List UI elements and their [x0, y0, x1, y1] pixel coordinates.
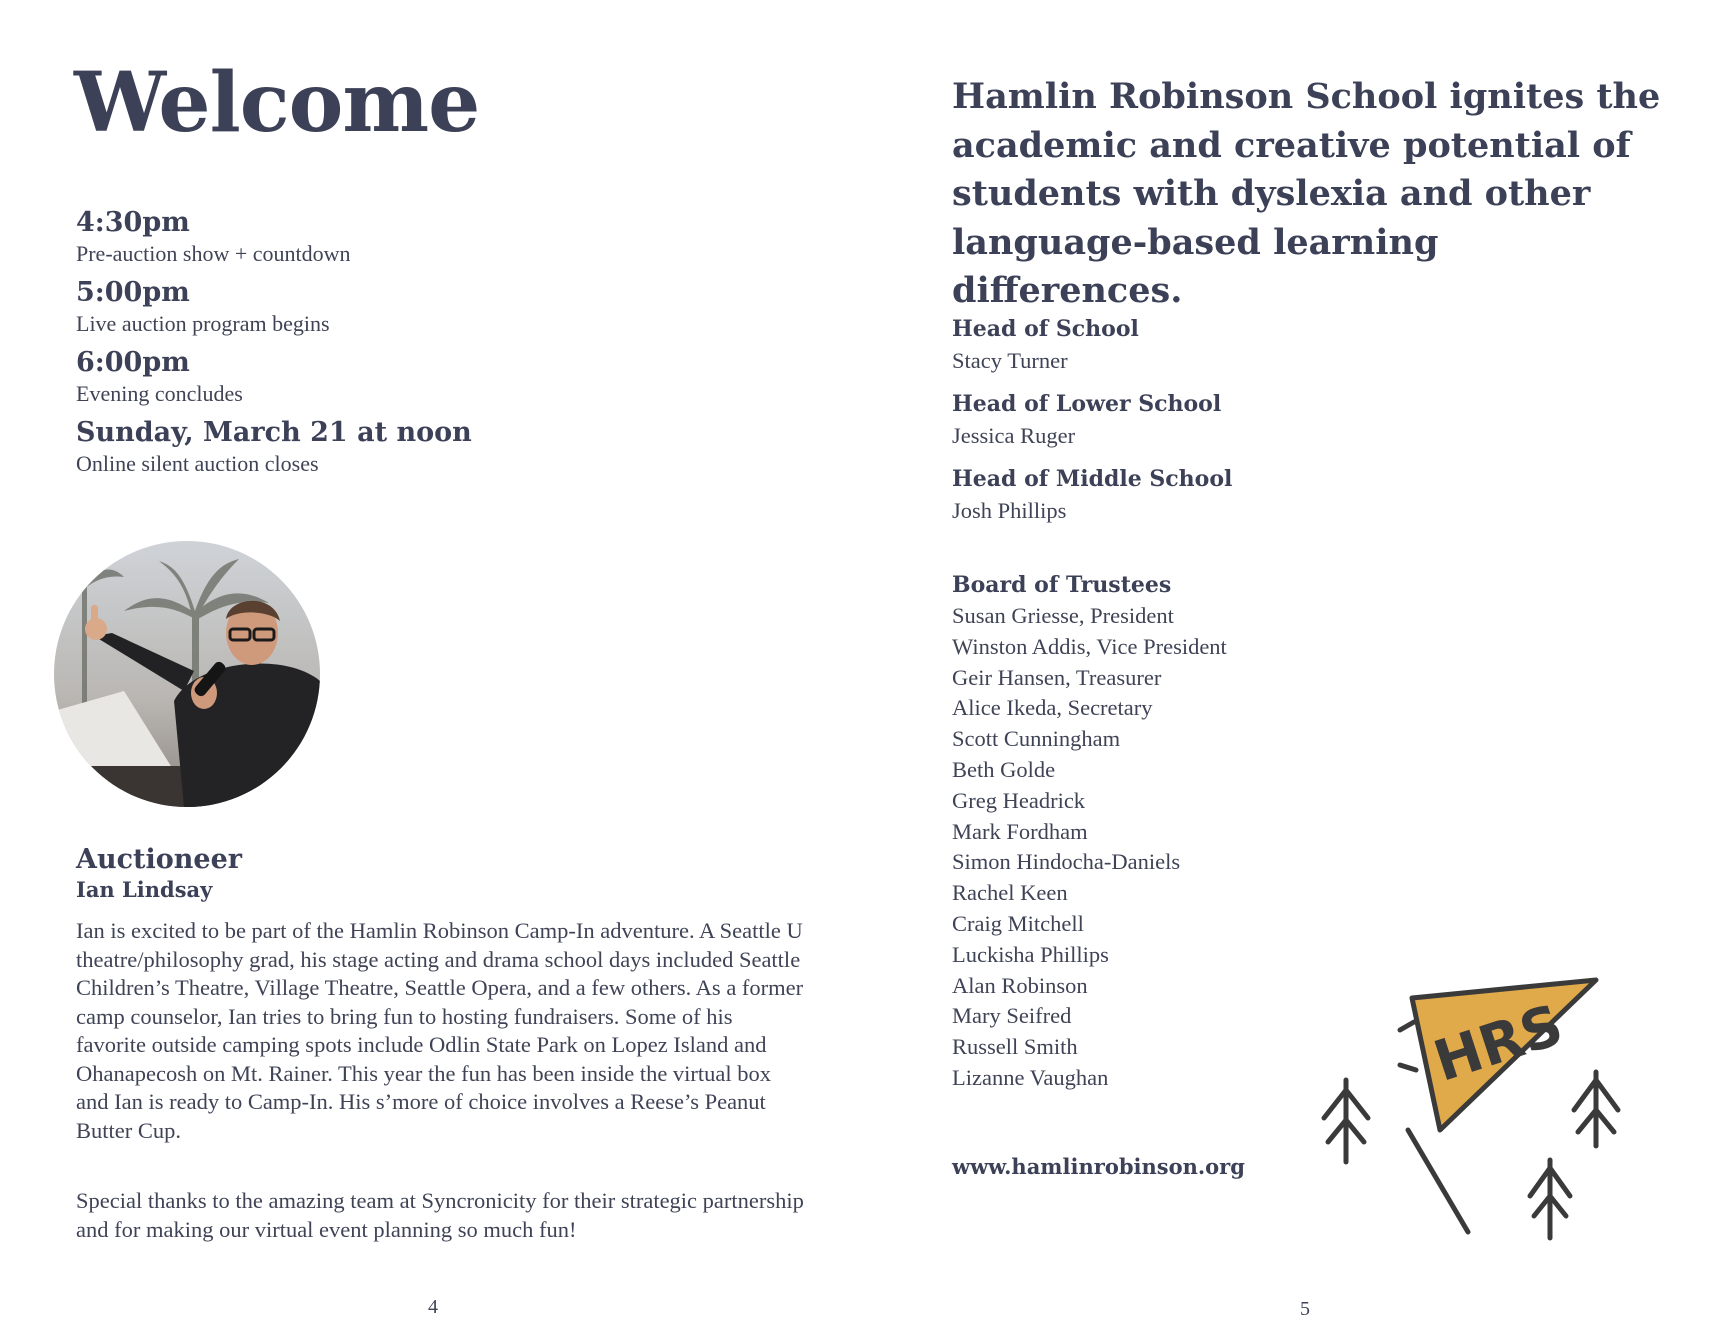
schedule-item — [76, 206, 776, 268]
board-member: Russell Smith — [952, 1034, 1078, 1060]
board-member: Winston Addis, Vice President — [952, 633, 1227, 659]
schedule-time: 4:30pm — [76, 207, 190, 238]
auctioneer-heading: Auctioneer — [76, 844, 242, 875]
tree-icon — [1324, 1080, 1368, 1162]
board-member: Lizanne Vaughan — [952, 1064, 1109, 1090]
board-heading: Board of Trustees — [952, 572, 1172, 598]
schedule-item — [76, 276, 776, 338]
leadership-name: Josh Phillips — [952, 498, 1067, 523]
pennant-text: HRS — [1426, 992, 1571, 1095]
leadership-role: Head of Middle School — [952, 466, 1233, 492]
tree-icon — [1530, 1160, 1570, 1238]
board-member: Scott Cunningham — [952, 726, 1121, 752]
board-member: Craig Mitchell — [952, 910, 1084, 936]
schedule-description: Online silent auction closes — [76, 451, 319, 476]
board-member: Susan Griesse, President — [952, 603, 1174, 628]
board-member: Mark Fordham — [952, 818, 1088, 844]
board-member: Geir Hansen, Treasurer — [952, 664, 1162, 690]
auctioneer-name: Ian Lindsay — [76, 877, 213, 902]
board-member: Luckisha Phillips — [952, 941, 1109, 967]
board-member: Alan Robinson — [952, 972, 1088, 998]
board-member: Simon Hindocha-Daniels — [952, 849, 1181, 875]
leadership-entry — [952, 314, 1512, 376]
schedule-time: Sunday, March 21 at noon — [76, 417, 472, 448]
auctioneer-bio: Ian is excited to be part of the Hamlin Robinson Camp-In adventure. A Seattle U theatre/philosophy grad, his stage acting and drama school days included Seattle Children’s Theatre, Village Theatre, Seattle Opera, and a few others. As a former camp counselor, Ian tries to bring fun to hosting fundraisers. Some of his favorite outside camping spots include Odlin State Park on Lopez Island and Ohanapecosh on Mt. Rainer. This year the fun has been inside the virtual box and Ian is ready to Camp-In. His s’more of choice involves a Reese’s Peanut Butter Cup. — [76, 918, 804, 1143]
schedule-time: 5:00pm — [76, 277, 190, 308]
page-number-right: 5 — [1300, 1298, 1310, 1320]
board-member: Alice Ikeda, Secretary — [952, 695, 1153, 721]
special-thanks: Special thanks to the amazing team at Syncronicity for their strategic partnership and for making our virtual event planning so much fun! — [76, 1188, 804, 1242]
mission-statement: Hamlin Robinson School ignites the academic and creative potential of students with dyslexia and other language-based learning differences. — [952, 76, 1661, 311]
auctioneer-photo — [54, 541, 320, 807]
schedule-item — [76, 346, 776, 408]
leadership-role: Head of School — [952, 316, 1139, 342]
board-member: Rachel Keen — [952, 880, 1068, 906]
schedule-description: Pre-auction show + countdown — [76, 241, 351, 266]
leadership-entry — [952, 389, 1512, 451]
schedule-item — [76, 416, 776, 478]
schedule-description: Evening concludes — [76, 381, 243, 406]
pennant-illustration — [1300, 970, 1630, 1242]
schedule-time: 6:00pm — [76, 347, 190, 378]
board-member: Beth Golde — [952, 756, 1056, 782]
leadership-name: Stacy Turner — [952, 348, 1068, 373]
auctioneer-photo-illustration — [54, 541, 320, 807]
board-member: Greg Headrick — [952, 787, 1086, 813]
page-title: Welcome — [74, 55, 480, 151]
schedule-description: Live auction program begins — [76, 311, 330, 336]
board-member: Mary Seifred — [952, 1003, 1072, 1029]
tree-icon — [1574, 1072, 1618, 1146]
leadership-entry — [952, 464, 1512, 526]
leadership-role: Head of Lower School — [952, 391, 1222, 417]
leadership-name: Jessica Ruger — [952, 423, 1076, 448]
event-schedule — [76, 206, 776, 486]
page-number-left: 4 — [428, 1296, 438, 1318]
website-link[interactable]: www.hamlinrobinson.org — [952, 1154, 1245, 1179]
